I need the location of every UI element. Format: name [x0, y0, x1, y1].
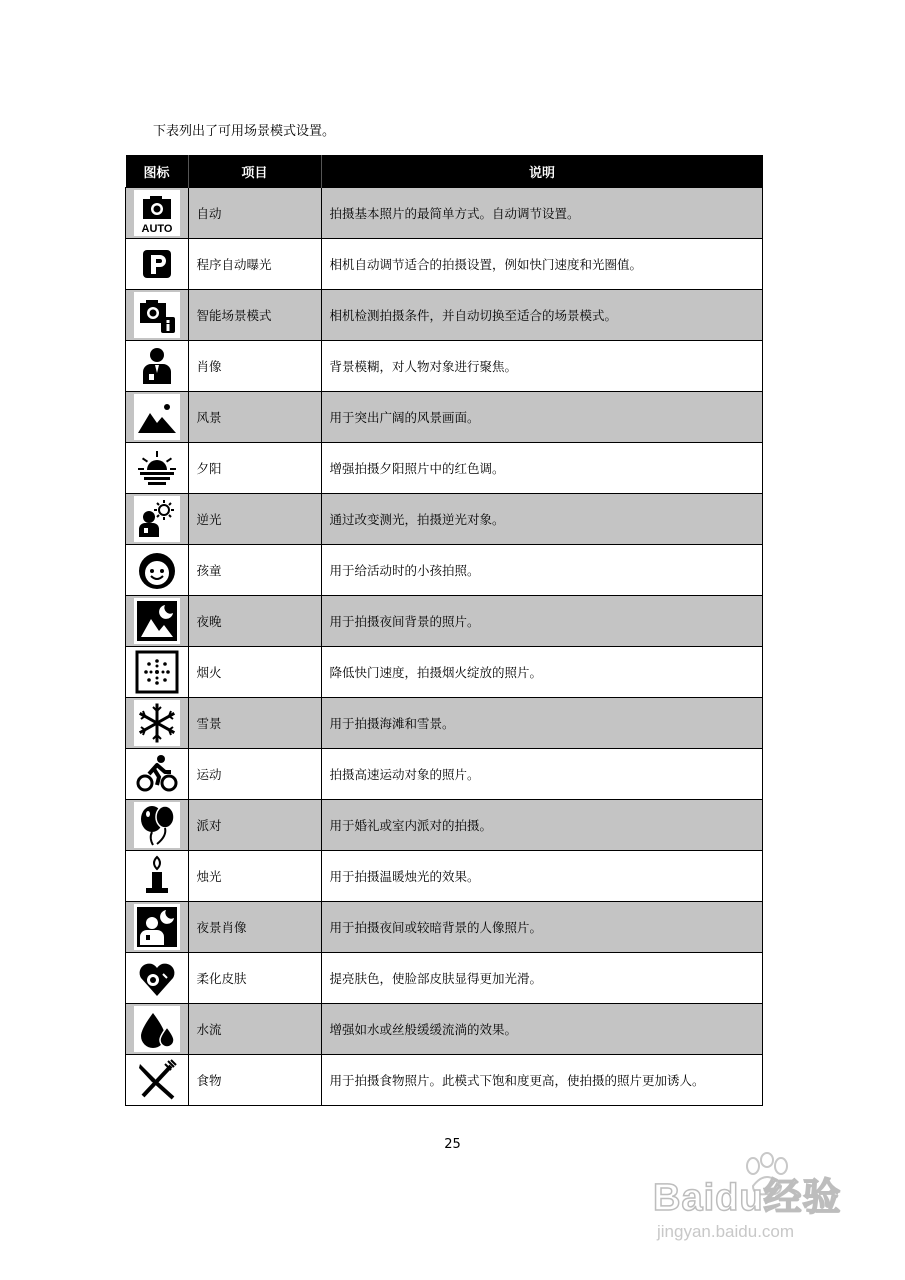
smart-scene-icon	[134, 292, 180, 338]
portrait-icon	[134, 343, 180, 389]
watermark-url: jingyan.baidu.com	[657, 1222, 795, 1241]
scene-mode-table	[125, 155, 763, 1106]
item-desc: 用于突出广阔的风景画面。	[321, 392, 763, 443]
table-row	[126, 341, 763, 392]
child-face-icon	[134, 547, 180, 593]
table-row	[126, 494, 763, 545]
item-label: 程序自动曝光	[188, 239, 321, 290]
page-number: 25	[444, 1137, 461, 1152]
item-label: 水流	[188, 1004, 321, 1055]
item-desc: 相机自动调节适合的拍摄设置，例如快门速度和光圈值。	[321, 239, 763, 290]
table-row	[126, 953, 763, 1004]
table-row	[126, 800, 763, 851]
food-fork-knife-icon	[134, 1057, 180, 1103]
item-desc: 用于拍摄食物照片。此模式下饱和度更高，使拍摄的照片更加诱人。	[321, 1055, 763, 1106]
item-desc: 用于拍摄夜间或较暗背景的人像照片。	[321, 902, 763, 953]
header-icon: 图标	[126, 155, 189, 188]
soft-skin-icon	[134, 955, 180, 1001]
table-row	[126, 443, 763, 494]
item-label: 夜景肖像	[188, 902, 321, 953]
item-desc: 拍摄高速运动对象的照片。	[321, 749, 763, 800]
table-row	[126, 851, 763, 902]
table-row	[126, 749, 763, 800]
item-desc: 降低快门速度，拍摄烟火绽放的照片。	[321, 647, 763, 698]
item-label: 烟火	[188, 647, 321, 698]
item-desc: 用于拍摄夜间背景的照片。	[321, 596, 763, 647]
item-label: 风景	[188, 392, 321, 443]
table-row	[126, 188, 763, 239]
table-row	[126, 596, 763, 647]
item-desc: 通过改变测光，拍摄逆光对象。	[321, 494, 763, 545]
item-label: 逆光	[188, 494, 321, 545]
table-row	[126, 1004, 763, 1055]
item-desc: 用于拍摄海滩和雪景。	[321, 698, 763, 749]
auto-camera-icon	[134, 190, 180, 236]
item-desc: 增强如水或丝般缓缓流淌的效果。	[321, 1004, 763, 1055]
sunset-icon	[134, 445, 180, 491]
balloons-icon	[134, 802, 180, 848]
item-label: 柔化皮肤	[188, 953, 321, 1004]
item-desc: 用于婚礼或室内派对的拍摄。	[321, 800, 763, 851]
item-desc: 增强拍摄夕阳照片中的红色调。	[321, 443, 763, 494]
landscape-icon	[134, 394, 180, 440]
item-label: 夜晚	[188, 596, 321, 647]
table-row	[126, 1055, 763, 1106]
svg-text:AUTO: AUTO	[141, 223, 173, 235]
item-label: 自动	[188, 188, 321, 239]
item-label: 智能场景模式	[188, 290, 321, 341]
item-label: 肖像	[188, 341, 321, 392]
baidu-jingyan-watermark	[643, 1158, 873, 1268]
table-row	[126, 545, 763, 596]
header-item: 项目	[188, 155, 321, 188]
table-row	[126, 647, 763, 698]
intro-text: 下表列出了可用场景模式设置。	[153, 124, 336, 139]
table-row	[126, 392, 763, 443]
table-header-row	[126, 155, 763, 188]
candle-icon	[134, 853, 180, 899]
snowflake-icon	[134, 700, 180, 746]
fireworks-icon	[134, 649, 180, 695]
item-desc: 背景模糊，对人物对象进行聚焦。	[321, 341, 763, 392]
table-row	[126, 239, 763, 290]
table-row	[126, 902, 763, 953]
cyclist-icon	[134, 751, 180, 797]
table-row	[126, 290, 763, 341]
night-scene-icon	[134, 598, 180, 644]
item-desc: 拍摄基本照片的最简单方式。自动调节设置。	[321, 188, 763, 239]
item-desc: 相机检测拍摄条件，并自动切换至适合的场景模式。	[321, 290, 763, 341]
item-desc: 用于拍摄温暖烛光的效果。	[321, 851, 763, 902]
item-label: 夕阳	[188, 443, 321, 494]
item-label: 孩童	[188, 545, 321, 596]
item-desc: 用于给活动时的小孩拍照。	[321, 545, 763, 596]
table-row	[126, 698, 763, 749]
item-label: 派对	[188, 800, 321, 851]
program-p-icon	[134, 241, 180, 287]
watermark-logo: Baidu经验	[653, 1177, 842, 1219]
item-label: 食物	[188, 1055, 321, 1106]
header-desc: 说明	[321, 155, 763, 188]
item-desc: 提亮肤色，使脸部皮肤显得更加光滑。	[321, 953, 763, 1004]
backlight-icon	[134, 496, 180, 542]
water-drop-icon	[134, 1006, 180, 1052]
item-label: 运动	[188, 749, 321, 800]
night-portrait-icon	[134, 904, 180, 950]
item-label: 雪景	[188, 698, 321, 749]
item-label: 烛光	[188, 851, 321, 902]
